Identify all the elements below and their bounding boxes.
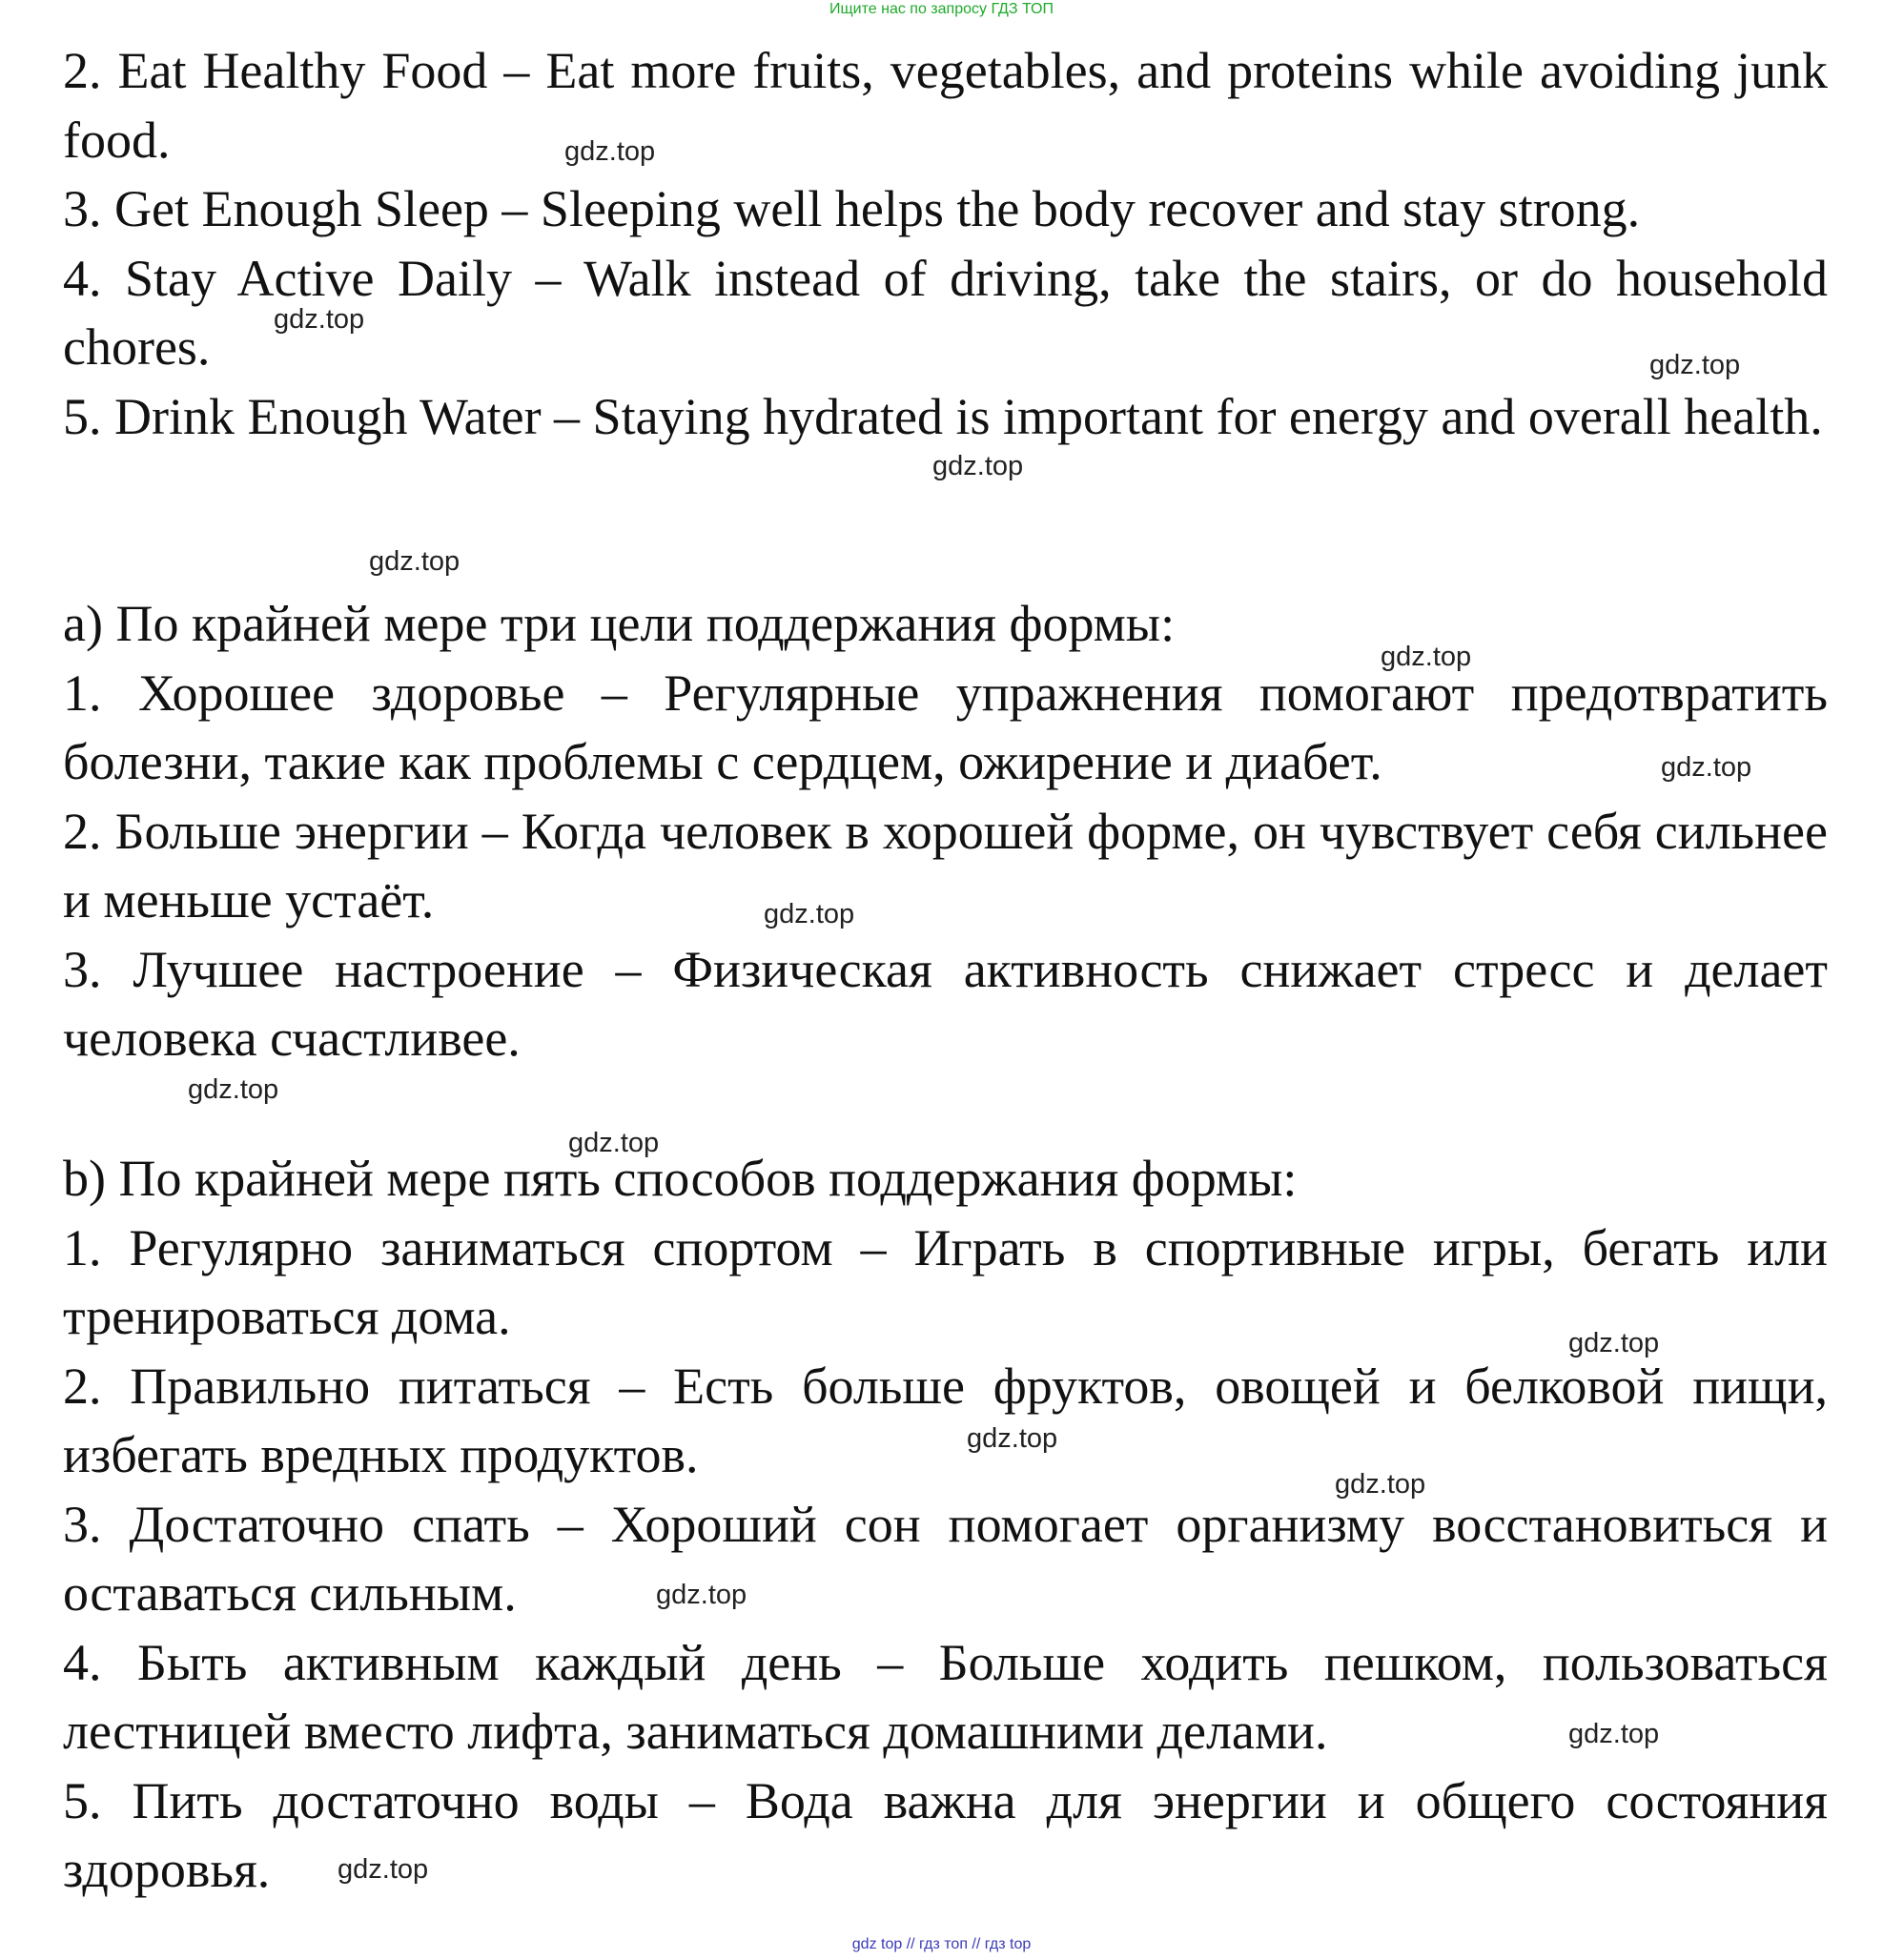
list-item: 4. Быть активным каждый день – Больше ходить пешком, пользоваться лестницей вместо лифта, заниматься домашними делами. [63, 1633, 1828, 1760]
watermark: gdz.top [338, 1854, 429, 1885]
watermark: gdz.top [564, 136, 656, 167]
watermark: gdz.top [656, 1580, 747, 1610]
list-item: 1. Хорошее здоровье – Регулярные упражнения помогают предотвратить болезни, такие как проблемы с сердцем, ожирение и диабет. [63, 664, 1828, 790]
watermark: gdz.top [568, 1128, 660, 1158]
english-list [63, 36, 1828, 451]
watermark: gdz.top [1649, 350, 1741, 380]
list-item: 2. Больше энергии – Когда человек в хорошей форме, он чувствует себя сильнее и меньше устаёт. [63, 802, 1828, 929]
list-item: 2. Правильно питаться – Есть больше фруктов, овощей и белковой пищи, избегать вредных продуктов. [63, 1357, 1828, 1483]
watermark: gdz.top [274, 304, 365, 335]
watermark: gdz.top [932, 451, 1024, 481]
section-a-heading: а) По крайней мере три цели поддержания формы: [63, 595, 1176, 652]
list-item: 2. Eat Healthy Food – Eat more fruits, vegetables, and proteins while avoiding junk food. [63, 42, 1828, 169]
list-item: 4. Stay Active Daily – Walk instead of driving, take the stairs, or do household chores. [63, 249, 1828, 376]
top-banner: Ищите нас по запросу ГДЗ ТОП [829, 1, 1054, 17]
watermark: gdz.top [188, 1074, 279, 1105]
watermark: gdz.top [764, 899, 855, 929]
list-item: 3. Лучшее настроение – Физическая активность снижает стресс и делает человека счастливее. [63, 940, 1828, 1067]
watermark: gdz.top [1661, 752, 1752, 783]
watermark: gdz.top [967, 1423, 1058, 1454]
watermark: gdz.top [369, 546, 461, 577]
list-item: 3. Get Enough Sleep – Sleeping well helps the body recover and stay strong. [63, 180, 1641, 237]
footer: gdz top // гдз топ // гдз top [851, 1936, 1032, 1952]
watermark: gdz.top [1568, 1719, 1660, 1749]
section-a [63, 589, 1828, 1073]
watermark: gdz.top [1381, 642, 1472, 672]
list-item: 1. Регулярно заниматься спортом – Играть в спортивные игры, бегать или тренироваться дома. [63, 1218, 1828, 1345]
section-b [63, 1144, 1828, 1905]
section-b-heading: b) По крайней мере пять способов поддержания формы: [63, 1150, 1298, 1207]
watermark: gdz.top [1335, 1469, 1426, 1500]
list-item: 5. Drink Enough Water – Staying hydrated is important for energy and overall health. [63, 387, 1823, 445]
list-item: 3. Достаточно спать – Хороший сон помогает организму восстановиться и оставаться сильным. [63, 1495, 1828, 1622]
watermark: gdz.top [1568, 1328, 1660, 1358]
list-item: 5. Пить достаточно воды – Вода важна для энергии и общего состояния здоровья. [63, 1771, 1828, 1898]
